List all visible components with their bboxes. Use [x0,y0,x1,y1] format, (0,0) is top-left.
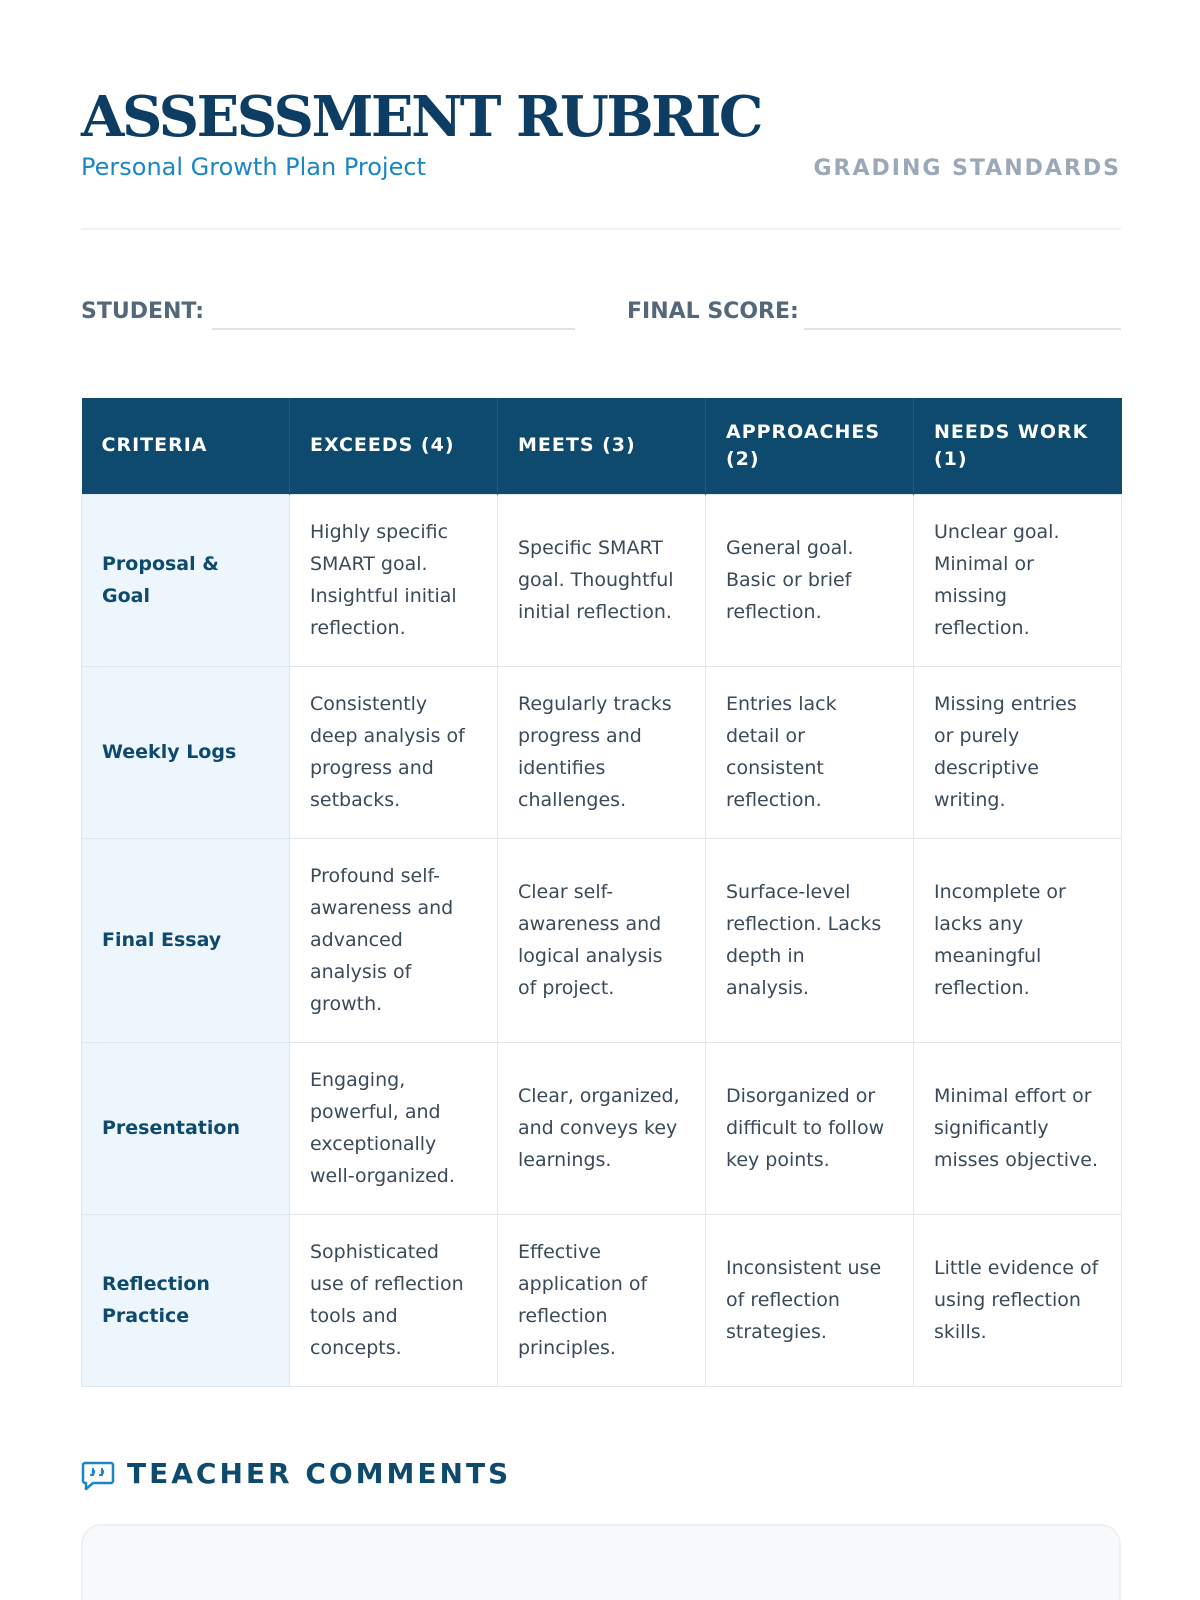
rubric-header-row [82,398,1122,494]
criterion-cell: Presentation [82,1042,290,1214]
criterion-cell: Weekly Logs [82,666,290,838]
table-row [82,1042,1122,1214]
criterion-cell: Final Essay [82,838,290,1042]
rubric-cell: Little evidence of using reflection skills. [914,1214,1122,1386]
rubric-cell: Specific SMART goal. Thoughtful initial reflection. [498,494,706,666]
rubric-cell: Clear self-awareness and logical analysis of project. [498,838,706,1042]
document-header [81,84,1121,194]
criterion-cell: Reflection Practice [82,1214,290,1386]
rubric-cell: Minimal effort or significantly misses objective. [914,1042,1122,1214]
header-divider [81,228,1121,230]
rubric-cell: Inconsistent use of reflection strategies. [706,1214,914,1386]
grading-standards-label: GRADING STANDARDS [813,156,1121,181]
rubric-cell: Profound self-awareness and advanced analysis of growth. [290,838,498,1042]
rubric-cell: General goal. Basic or brief reflection. [706,494,914,666]
final-score-line[interactable] [804,328,1121,330]
criterion-cell: Proposal & Goal [82,494,290,666]
header-needs-work: NEEDS WORK (1) [914,398,1122,494]
student-name-line[interactable] [212,328,575,330]
rubric-cell: Entries lack detail or consistent reflection. [706,666,914,838]
table-row [82,1214,1122,1386]
rubric-cell: Surface-level reflection. Lacks depth in analysis. [706,838,914,1042]
table-row [82,666,1122,838]
rubric-cell: Unclear goal. Minimal or missing reflection. [914,494,1122,666]
page-title: ASSESSMENT RUBRIC [81,84,761,150]
rubric-cell: Consistently deep analysis of progress and setbacks. [290,666,498,838]
rubric-cell: Disorganized or difficult to follow key points. [706,1042,914,1214]
rubric-cell: Missing entries or purely descriptive writing. [914,666,1122,838]
header-criteria: CRITERIA [82,398,290,494]
table-row [82,494,1122,666]
teacher-comments-box[interactable] [81,1524,1121,1600]
rubric-cell: Regularly tracks progress and identifies challenges. [498,666,706,838]
rubric-cell: Sophisticated use of reflection tools and concepts. [290,1214,498,1386]
table-row [82,838,1122,1042]
student-score-fields [81,296,1121,332]
header-meets: MEETS (3) [498,398,706,494]
student-label: STUDENT: [81,299,205,324]
header-exceeds: EXCEEDS (4) [290,398,498,494]
comment-quote-icon [81,1460,115,1492]
teacher-comments-title: TEACHER COMMENTS [127,1457,512,1490]
rubric-table [81,398,1122,1387]
rubric-cell: Incomplete or lacks any meaningful reflection. [914,838,1122,1042]
header-approaches: APPROACHES (2) [706,398,914,494]
final-score-label: FINAL SCORE: [627,299,799,324]
rubric-cell: Engaging, powerful, and exceptionally well-organized. [290,1042,498,1214]
page-subtitle: Personal Growth Plan Project [81,153,426,181]
rubric-cell: Clear, organized, and conveys key learnings. [498,1042,706,1214]
rubric-cell: Effective application of reflection principles. [498,1214,706,1386]
rubric-cell: Highly specific SMART goal. Insightful initial reflection. [290,494,498,666]
